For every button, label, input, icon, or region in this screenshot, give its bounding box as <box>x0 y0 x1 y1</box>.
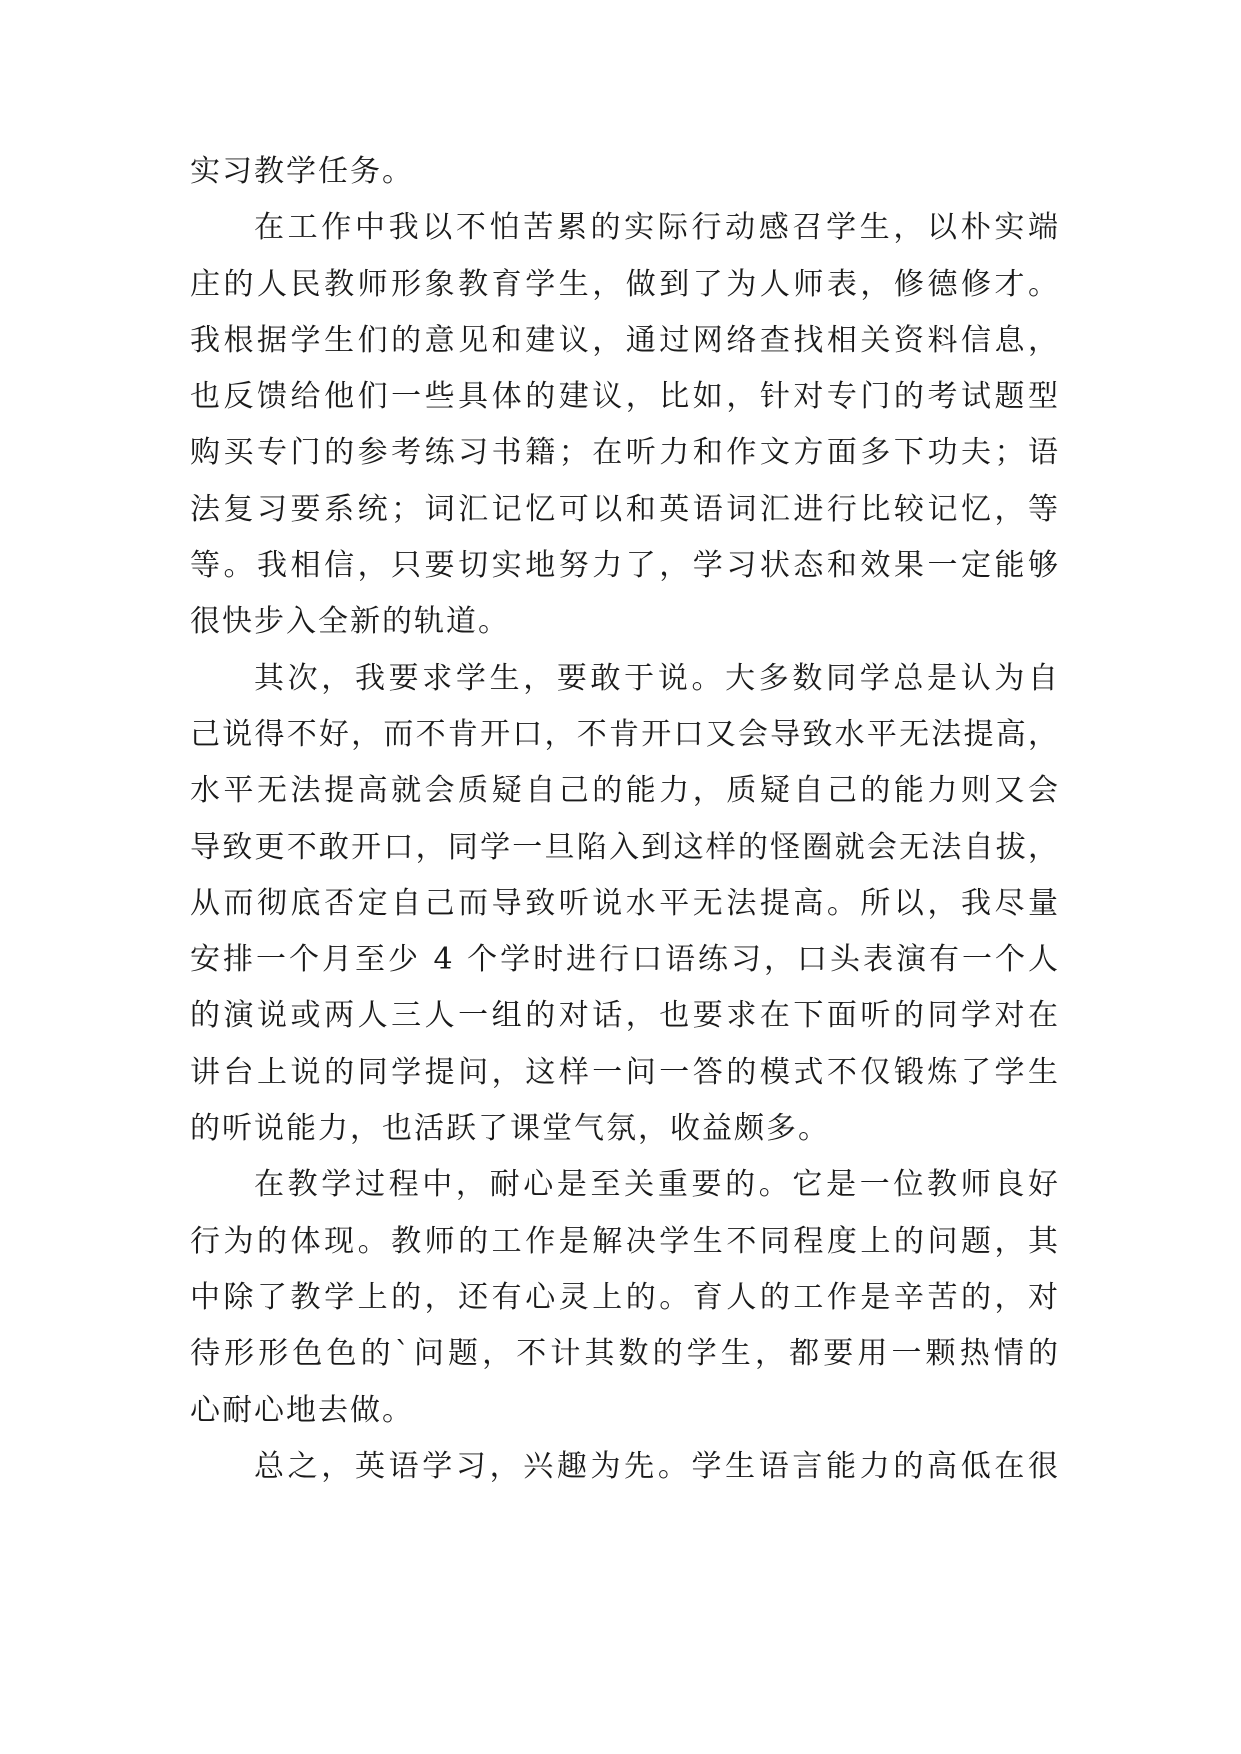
text-line: 心耐心地去做。 <box>190 1392 414 1428</box>
text-line: 其次，我要求学生，要敢于说。大多数同学总是认为自 <box>254 660 1060 696</box>
text-line: 也反馈给他们一些具体的建议，比如，针对专门的考试题型 <box>190 379 1060 415</box>
text-line: 总之，英语学习，兴趣为先。学生语言能力的高低在很 <box>254 1448 1060 1484</box>
text-line: 购买专门的参考练习书籍；在听力和作文方面多下功夫；语 <box>190 435 1060 471</box>
text-line: 很快步入全新的轨道。 <box>190 604 510 640</box>
text-line: 导致更不敢开口，同学一旦陷入到这样的怪圈就会无法自拔， <box>190 829 1060 865</box>
text-line: 讲台上说的同学提问，这样一问一答的模式不仅锻炼了学生 <box>190 1054 1060 1090</box>
text-line: 中除了教学上的，还有心灵上的。育人的工作是辛苦的，对 <box>190 1279 1060 1315</box>
text-line: 等。我相信，只要切实地努力了，学习状态和效果一定能够 <box>190 548 1060 584</box>
text-line: 法复习要系统；词汇记忆可以和英语词汇进行比较记忆，等 <box>190 491 1060 527</box>
text-line: 我根据学生们的意见和建议，通过网络查找相关资料信息， <box>190 322 1060 358</box>
text-line: 在教学过程中，耐心是至关重要的。它是一位教师良好 <box>254 1167 1060 1203</box>
text-line: 待形形色色的`问题，不计其数的学生，都要用一颗热情的 <box>190 1336 1060 1372</box>
text-line: 己说得不好，而不肯开口，不肯开口又会导致水平无法提高， <box>190 716 1060 752</box>
text-line: 的演说或两人三人一组的对话，也要求在下面听的同学对在 <box>190 998 1060 1034</box>
text-line: 水平无法提高就会质疑自己的能力，质疑自己的能力则又会 <box>190 773 1060 809</box>
text-line: 在工作中我以不怕苦累的实际行动感召学生，以朴实端 <box>254 210 1060 246</box>
text-line: 行为的体现。教师的工作是解决学生不同程度上的问题，其 <box>190 1223 1060 1259</box>
text-line: 的听说能力，也活跃了课堂气氛，收益颇多。 <box>190 1111 830 1147</box>
text-line: 庄的人民教师形象教育学生，做到了为人师表，修德修才。 <box>190 266 1060 302</box>
body-text <box>190 155 1060 1506</box>
text-line: 实习教学任务。 <box>190 154 414 189</box>
text-line: 安排一个月至少 4 个学时进行口语练习，口头表演有一个人 <box>190 942 1060 978</box>
text-line: 从而彻底否定自己而导致听说水平无法提高。所以，我尽量 <box>190 885 1060 921</box>
